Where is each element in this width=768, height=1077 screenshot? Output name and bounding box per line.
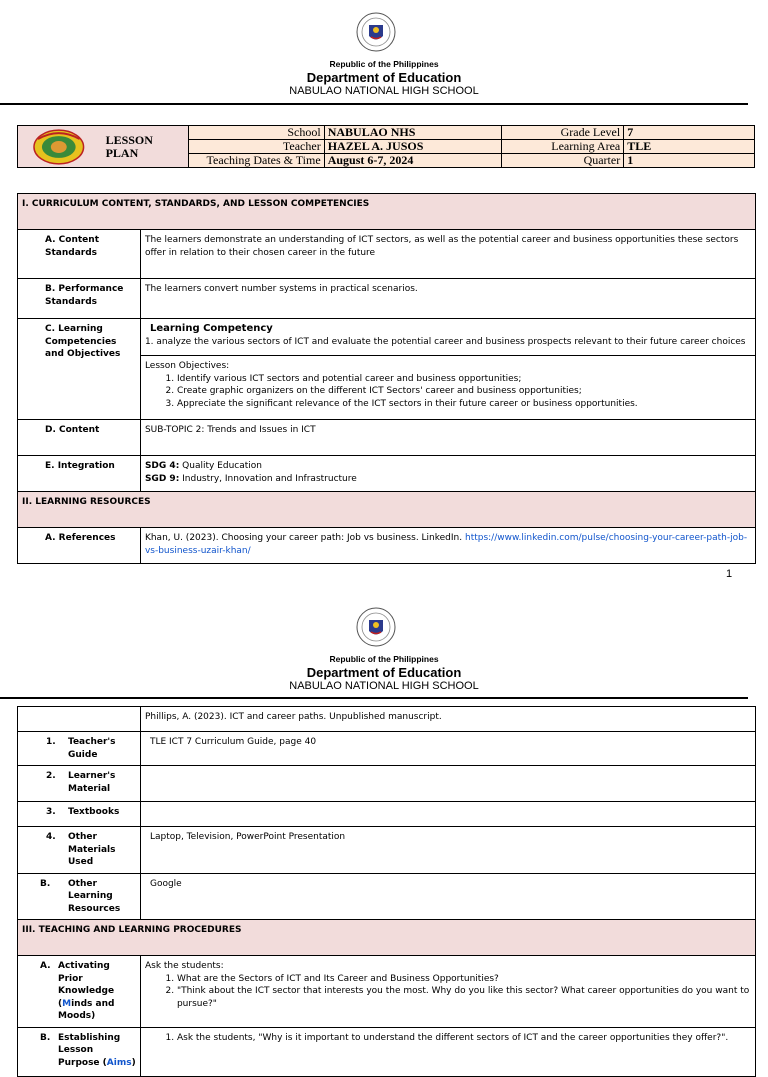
learners-material-num: 2. xyxy=(46,771,56,781)
objective-item: 1. Identify various ICT sectors and potential career and business opportunities; xyxy=(177,373,751,386)
establishing-num: B. xyxy=(40,1032,51,1043)
quarter-label: Quarter xyxy=(502,154,624,168)
other-resources-label: Other Learning Resources xyxy=(68,878,121,914)
performance-standards-text: The learners convert number systems in practical scenarios. xyxy=(140,279,755,319)
school-logo xyxy=(32,129,86,165)
school-name: NABULAO NATIONAL HIGH SCHOOL xyxy=(289,680,479,692)
republic-text: Republic of the Philippines xyxy=(329,59,439,69)
textbooks-label-cell xyxy=(18,802,141,827)
other-materials-label: Other Materials Used xyxy=(68,832,116,867)
section-1-title: I. CURRICULUM CONTENT, STANDARDS, AND LESSON COMPETENCIES xyxy=(18,194,756,230)
grade-level-label: Grade Level xyxy=(502,126,624,140)
references-text: Khan, U. (2023). Choosing your career path: Job vs business. LinkedIn. xyxy=(144,533,465,543)
learning-area-value: TLE xyxy=(624,140,755,154)
curriculum-table xyxy=(17,193,756,564)
establishing-label: Establishing Lesson Purpose ( xyxy=(58,1032,121,1068)
grade-level-value: 7 xyxy=(624,126,755,140)
other-materials-label-cell xyxy=(18,827,141,874)
teachers-guide-label: Teacher's Guide xyxy=(68,737,116,760)
header-divider xyxy=(0,697,748,699)
activating-cell xyxy=(140,956,755,1028)
lesson-plan-title: LESSON PLAN xyxy=(105,132,153,160)
teaching-dates-label: Teaching Dates & Time xyxy=(188,154,324,168)
textbooks-text xyxy=(140,802,755,827)
activating-num: A. xyxy=(40,961,51,971)
section-3-title: III. TEACHING AND LEARNING PROCEDURES xyxy=(18,920,756,956)
lesson-plan-title-cell xyxy=(18,126,189,168)
learners-material-text xyxy=(140,766,755,802)
sdg9-label: SGD 9: xyxy=(144,473,180,484)
lesson-objectives-cell xyxy=(140,356,755,420)
learning-competency-heading: Learning Competency xyxy=(149,323,273,334)
lesson-plan-info-table xyxy=(17,125,755,168)
establishing-item: 1. Ask the students, "Why is it important to understand the different sectors of ICT and the career opportunities they offer?". xyxy=(177,1032,751,1045)
content-standards-label: A. Content Standards xyxy=(18,230,141,279)
teachers-guide-num: 1. xyxy=(46,737,56,747)
teacher-value: HAZEL A. JUSOS xyxy=(324,140,502,154)
learning-competencies-label: C. Learning Competencies and Objectives xyxy=(18,319,141,420)
performance-standards-label: B. Performance Standards xyxy=(18,279,141,319)
learners-material-label-cell xyxy=(18,766,141,802)
establishing-label-highlight: Aims xyxy=(106,1057,132,1068)
activating-label: Activating Prior Knowledge ( xyxy=(58,961,115,1009)
activating-label-cell xyxy=(18,956,141,1028)
other-materials-text: Laptop, Television, PowerPoint Presentation xyxy=(140,827,755,874)
learners-material-label: Learner's Material xyxy=(68,771,116,794)
resources-procedures-table xyxy=(17,706,756,1077)
sdg4-text: Quality Education xyxy=(179,461,262,471)
content-standards-text: The learners demonstrate an understanding of ICT sectors, as well as the potential career and business opportunities these sectors offer in relation to their chosen career in the future xyxy=(140,230,755,279)
school-label: School xyxy=(188,126,324,140)
page-number: 1 xyxy=(726,568,733,580)
other-resources-text: Google xyxy=(140,873,755,920)
empty-label-cell xyxy=(18,707,141,732)
textbooks-num: 3. xyxy=(46,807,56,817)
sdg4-label: SDG 4: xyxy=(144,461,180,471)
objective-item: 2. Create graphic organizers on the different ICT Sectors' career and business opportunities; xyxy=(177,385,751,398)
teachers-guide-label-cell xyxy=(18,732,141,766)
integration-cell xyxy=(140,456,755,492)
activating-label-highlight: M xyxy=(62,998,72,1009)
references-cell xyxy=(140,528,755,564)
deped-seal-logo xyxy=(356,607,396,647)
establishing-label-cell xyxy=(18,1027,141,1076)
ref2-text: Phillips, A. (2023). ICT and career paths. Unpublished manuscript. xyxy=(140,707,755,732)
learning-competency-text: 1. analyze the various sectors of ICT and evaluate the potential career and business prospects relevant to their future career choices xyxy=(144,336,746,347)
lesson-objectives-heading: Lesson Objectives: xyxy=(144,361,230,371)
activating-label-end: inds and Moods) xyxy=(58,998,115,1021)
learning-area-label: Learning Area xyxy=(502,140,624,154)
republic-text: Republic of the Philippines xyxy=(329,654,439,664)
school-value: NABULAO NHS xyxy=(324,126,502,140)
other-resources-num: B. xyxy=(40,878,51,889)
objective-item: 3. Appreciate the significant relevance of the ICT sectors in their future career or business opportunities. xyxy=(177,398,751,411)
deped-seal-logo xyxy=(356,12,396,52)
references-link[interactable]: https://www.linkedin.com/pulse/choosing-your-career-path-job-vs-business-uzair-khan/ xyxy=(144,533,748,556)
teaching-dates-value: August 6-7, 2024 xyxy=(324,154,502,168)
section-2-title: II. LEARNING RESOURCES xyxy=(18,492,756,528)
references-label: A. References xyxy=(18,528,141,564)
teacher-label: Teacher xyxy=(188,140,324,154)
content-text: SUB-TOPIC 2: Trends and Issues in ICT xyxy=(140,420,755,456)
other-materials-num: 4. xyxy=(46,832,56,842)
textbooks-label: Textbooks xyxy=(68,807,120,817)
integration-label: E. Integration xyxy=(18,456,141,492)
learning-competency-cell xyxy=(140,319,755,356)
header-divider xyxy=(0,103,748,105)
department-title: Department of Education xyxy=(306,665,462,680)
school-name: NABULAO NATIONAL HIGH SCHOOL xyxy=(289,85,479,97)
establishing-cell xyxy=(140,1027,755,1076)
activating-item: 2. "Think about the ICT sector that interests you the most. Why do you like this sector? What career opportunities do you want to pursue?" xyxy=(177,985,751,1010)
activating-item: 1. What are the Sectors of ICT and Its Career and Business Opportunities? xyxy=(177,973,751,986)
activating-intro: Ask the students: xyxy=(144,961,224,971)
sdg9-text: Industry, Innovation and Infrastructure xyxy=(179,473,357,484)
establishing-label-end: ) xyxy=(131,1057,136,1068)
other-resources-label-cell xyxy=(18,873,141,920)
teachers-guide-text: TLE ICT 7 Curriculum Guide, page 40 xyxy=(140,732,755,766)
quarter-value: 1 xyxy=(624,154,755,168)
content-label: D. Content xyxy=(18,420,141,456)
department-title: Department of Education xyxy=(306,70,462,85)
